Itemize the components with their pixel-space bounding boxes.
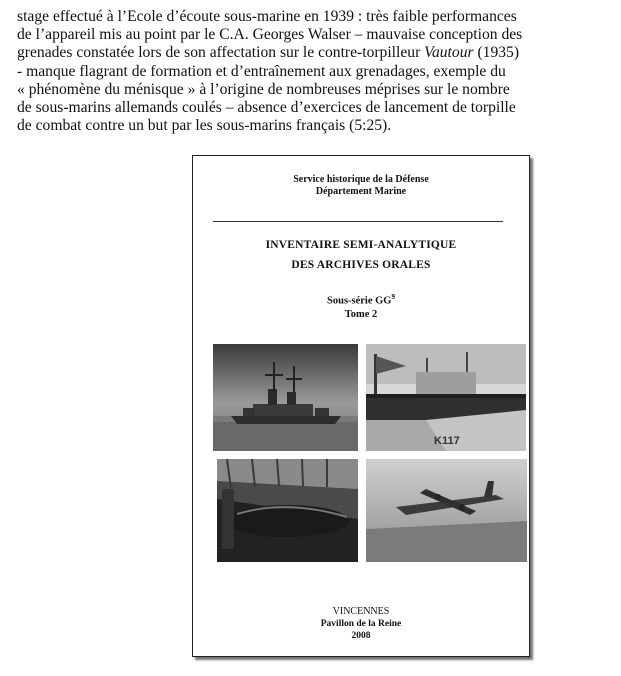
- paragraph-line-4: - manque flagrant de formation et d’entraînement aux grenadages, exemple du: [17, 62, 506, 80]
- battleship-photo: [213, 344, 358, 451]
- cover-series: [193, 291, 529, 321]
- submarine-hangar-photo: [217, 459, 358, 562]
- paragraph-line-3: [17, 44, 617, 62]
- series-superscript: 9: [391, 293, 395, 301]
- publisher-building: Pavillon de la Reine: [320, 619, 402, 629]
- book-cover: [192, 155, 530, 657]
- tome-label: Tome 2: [344, 308, 378, 320]
- paragraph-line-5: « phénomène du ménisque » à l’origine de nombreuses méprises sur le nombre: [17, 80, 510, 98]
- title-line-2: DES ARCHIVES ORALES: [291, 259, 431, 271]
- paragraph-line-6: de sous-marins allemands coulés – absence d’exercices de lancement de torpille: [17, 99, 516, 117]
- paragraph-line-3-start: grenades constatée lors de son affectation sur le contre-torpilleur: [17, 44, 425, 62]
- paragraph-line-2: de l’appareil mis au point par le C.A. Georges Walser – mauvaise conception des: [17, 26, 523, 44]
- org-line-2: Département Marine: [315, 186, 407, 197]
- ship-name-vautour: Vautour: [424, 44, 474, 62]
- warship-crew-photo: [366, 344, 526, 451]
- publication-year: 2008: [351, 631, 371, 641]
- paragraph-line-3-end: (1935): [473, 44, 520, 62]
- cover-divider: [213, 221, 503, 222]
- paragraph-line-7: de combat contre un but par les sous-marins français (5:25).: [17, 117, 392, 135]
- paragraph-line-1: stage effectué à l’Ecole d’écoute sous-marine en 1939 : très faible performances: [17, 8, 517, 25]
- org-line-1: Service historique de la Défense: [293, 174, 429, 185]
- cover-organization: [193, 174, 529, 198]
- cover-title: [193, 235, 529, 275]
- cover-footer: [193, 606, 529, 642]
- hull-number: K117: [434, 435, 460, 447]
- body-paragraph: [17, 8, 617, 135]
- title-line-1: INVENTAIRE SEMI-ANALYTIQUE: [265, 239, 457, 251]
- series-label: Sous-série $GG^9$: [327, 293, 395, 307]
- publisher-city: VINCENNES: [332, 606, 390, 617]
- aircraft-photo: [366, 459, 527, 562]
